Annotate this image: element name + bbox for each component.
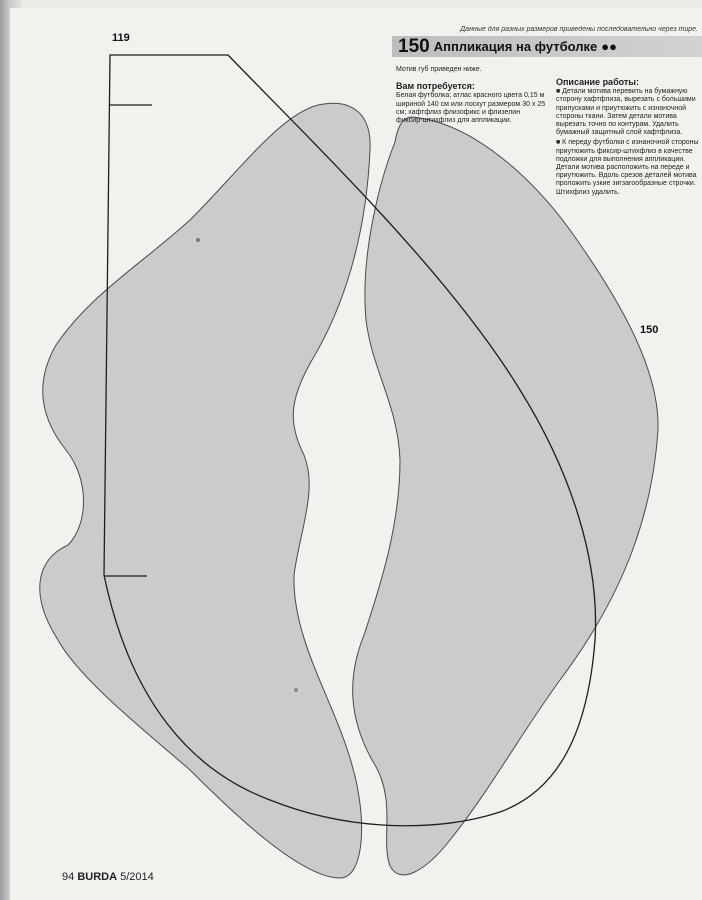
article-title: Аппликация на футболке bbox=[433, 39, 598, 54]
article-intro: Мотив губ приведен ниже. bbox=[396, 66, 482, 73]
upper-lip-shape bbox=[40, 103, 370, 878]
pattern-label-150: 150 bbox=[640, 324, 659, 336]
difficulty-dots: ●● bbox=[601, 39, 617, 54]
article-column-right bbox=[556, 78, 700, 199]
step-item: ■ Детали мотива перевить на бумажную сторону хафтфлиза, вырезать с большими припусками и приутюжить с изнаночной стороны ткани. Затем детали мотива вырезать точно по контурам. Удалить бумажный защитный слой хафтфлиза. bbox=[556, 88, 696, 137]
steps-heading: Описание работы: bbox=[556, 77, 639, 87]
article-title-bar bbox=[392, 36, 702, 57]
article-column-left bbox=[396, 66, 548, 127]
print-dot bbox=[294, 688, 298, 692]
page-number: 94 bbox=[62, 871, 75, 883]
materials-text: Белая футболка; атлас красного цвета 0,15 м шириной 140 см или лоскут размером 30 x 25 см; хафтфлиз флизофикс и флизелин фиксир-штихфлиз для аппликации. bbox=[396, 92, 546, 125]
issue-number: 5/2014 bbox=[120, 871, 154, 883]
materials-heading: Вам потребуется: bbox=[396, 81, 475, 92]
article-number: 150 bbox=[398, 36, 430, 57]
step-item: ■ К переду футболки с изнаночной стороны приутюжить фиксир-штихфлиз в качестве подложки для выполнения аппликации. Детали мотива расположить на переде и приутюжить. Вдоль срезов деталей мотива проложить узкие зигзагообразные строчки. Штихфлиз удалить. bbox=[556, 139, 699, 196]
magazine-brand: BURDA bbox=[77, 871, 118, 883]
page-footer bbox=[62, 871, 154, 883]
header-note: Данные для разных размеров приведены последовательно через тире. bbox=[460, 26, 698, 33]
print-dot bbox=[196, 238, 200, 242]
pattern-label-119: 119 bbox=[112, 32, 130, 44]
lower-lip-shape bbox=[353, 117, 658, 875]
